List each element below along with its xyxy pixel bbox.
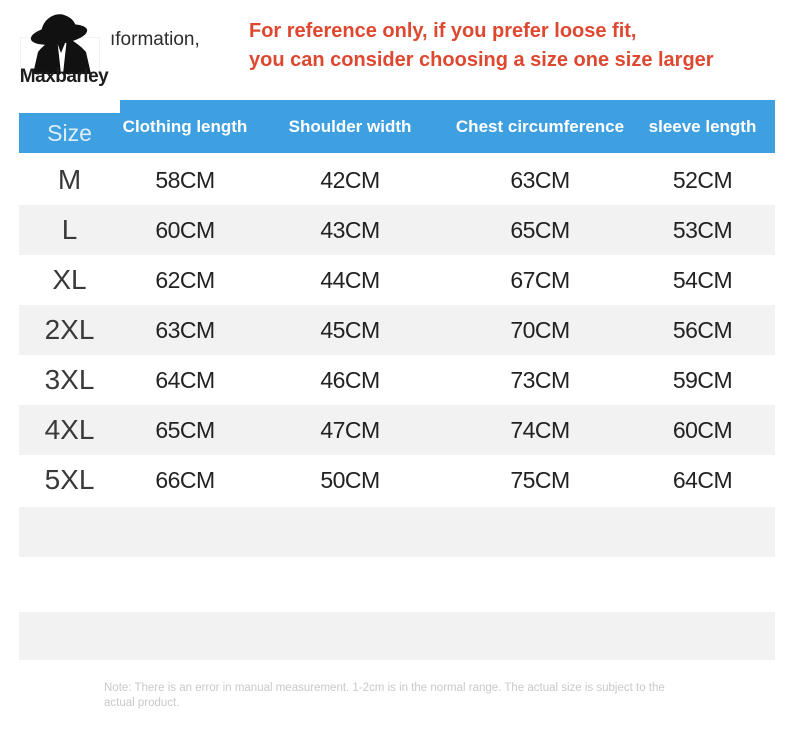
size-cell: 2XL xyxy=(44,314,95,345)
shoulder-width-cell: 44CM xyxy=(320,266,380,293)
brand-logo xyxy=(30,12,94,74)
shoulder-width-cell: 46CM xyxy=(320,366,380,393)
table-row xyxy=(19,355,775,405)
sleeve-length-cell: 64CM xyxy=(672,466,733,493)
size-cell: L xyxy=(61,214,78,245)
column-header-sleeve-length: sleeve length xyxy=(648,116,757,136)
size-cell: M xyxy=(57,164,82,195)
chest-circumference-cell: 73CM xyxy=(510,366,570,393)
table-header-bar xyxy=(120,100,775,153)
clothing-length-cell: 63CM xyxy=(155,316,215,343)
chest-circumference-cell: 70CM xyxy=(510,316,570,343)
chest-circumference-cell: 63CM xyxy=(510,166,570,193)
measurement-note: Note: There is an error in manual measurement. 1-2cm is in the normal range. The actual size is subject to the actual product. xyxy=(104,682,665,709)
column-header-chest-circumference: Chest circumference xyxy=(455,116,625,136)
size-table-body xyxy=(19,155,775,505)
shoulder-width-cell: 43CM xyxy=(320,216,380,243)
shoulder-width-cell: 47CM xyxy=(320,416,380,443)
size-notice xyxy=(249,17,779,75)
size-cell: XL xyxy=(52,264,87,295)
sleeve-length-cell: 56CM xyxy=(672,316,733,343)
shoulder-width-cell: 42CM xyxy=(320,166,380,193)
table-row xyxy=(19,405,775,455)
size-cell: 3XL xyxy=(44,364,95,395)
empty-row-band xyxy=(19,507,775,557)
clothing-length-cell: 65CM xyxy=(155,416,215,443)
table-row xyxy=(19,205,775,255)
size-cell: 5XL xyxy=(44,464,95,495)
sleeve-length-cell: 60CM xyxy=(672,416,733,443)
size-notice-line2: you can consider choosing a size one size larger xyxy=(249,49,714,71)
chest-circumference-cell: 74CM xyxy=(510,416,570,443)
table-row xyxy=(19,305,775,355)
size-notice-line1: For reference only, if you prefer loose fit, xyxy=(249,20,637,42)
clothing-length-cell: 66CM xyxy=(155,466,215,493)
clothing-length-cell: 58CM xyxy=(155,166,215,193)
table-row xyxy=(19,455,775,505)
chest-circumference-cell: 67CM xyxy=(510,266,570,293)
chest-circumference-cell: 75CM xyxy=(510,466,570,493)
clothing-length-cell: 62CM xyxy=(155,266,215,293)
shoulder-width-cell: 50CM xyxy=(320,466,380,493)
table-row xyxy=(19,155,775,205)
empty-row-band xyxy=(19,612,775,660)
shoulder-width-cell: 45CM xyxy=(320,316,380,343)
column-header-clothing-length: Clothing length xyxy=(122,116,248,136)
clothing-length-cell: 60CM xyxy=(155,216,215,243)
partial-title-text: ıformation, xyxy=(110,29,200,50)
table-row xyxy=(19,255,775,305)
man-with-hat-icon xyxy=(30,12,94,74)
size-cell: 4XL xyxy=(44,414,95,445)
clothing-length-cell: 64CM xyxy=(155,366,215,393)
chest-circumference-cell: 65CM xyxy=(510,216,570,243)
column-header-shoulder-width: Shoulder width xyxy=(288,116,412,136)
sleeve-length-cell: 53CM xyxy=(672,216,733,243)
brand-name: Maxbarley xyxy=(19,66,109,87)
column-header-size: Size xyxy=(19,113,120,153)
sleeve-length-cell: 54CM xyxy=(672,266,733,293)
sleeve-length-cell: 52CM xyxy=(672,166,733,193)
sleeve-length-cell: 59CM xyxy=(672,366,733,393)
